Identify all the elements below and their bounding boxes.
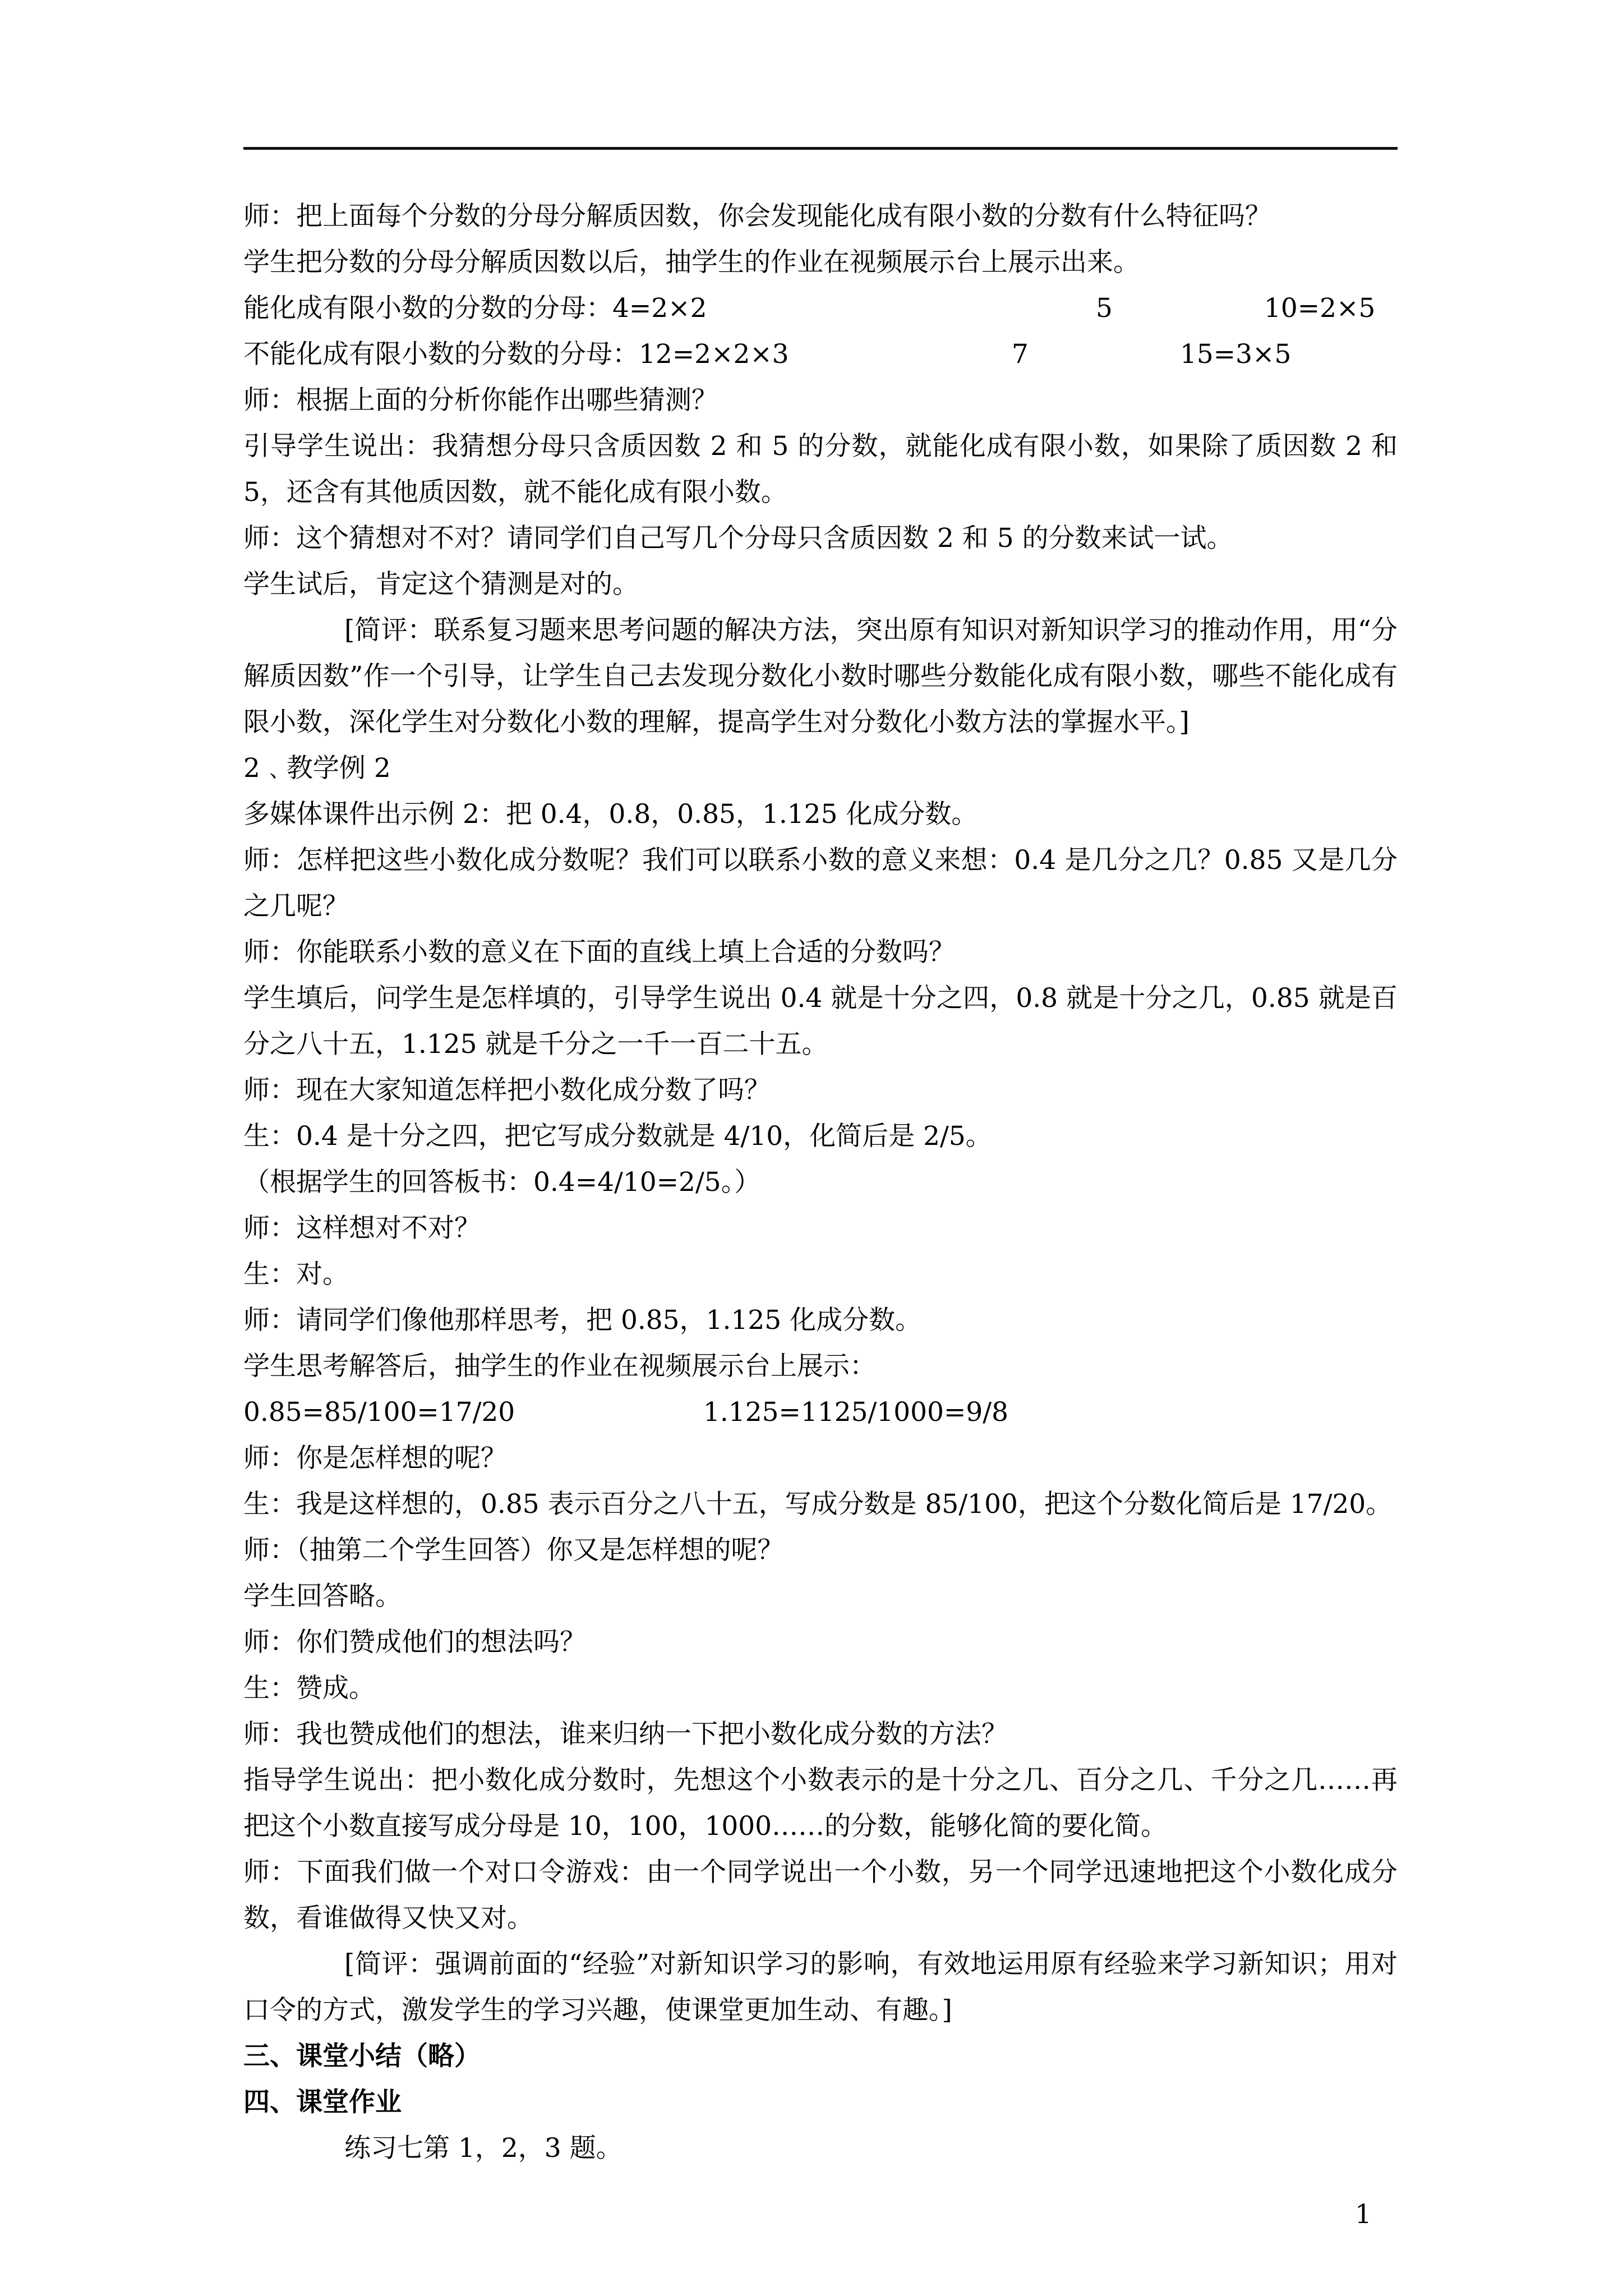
text-line: 师：这样想对不对？ <box>243 1213 481 1244</box>
text-line: 学生思考解答后，抽学生的作业在视频展示台上展示： <box>243 1351 876 1382</box>
text-line: 师：（抽第二个学生回答）你又是怎样想的呢？ <box>243 1535 784 1566</box>
text-line: 师：根据上面的分析你能作出哪些猜测？ <box>243 385 718 416</box>
paragraph-question: 师：怎样把这些小数化成分数呢？我们可以联系小数的意义来想：0.4 是几分之几？0.85 又是几分之几呢？ <box>243 845 1398 922</box>
comment-paragraph: [简评：联系复习题来思考问题的解决方法，突出原有知识对新知识学习的推动作用，用“分解质因数”作一个引导，让学生自己去发现分数化小数时哪些分数能化成有限小数，哪些不能化成有限小数，深化学生对分数化小数的理解，提高学生对分数化小数方法的掌握水平。] <box>243 615 1398 738</box>
text-line: 多媒体课件出示例 2：把 0.4，0.8，0.85，1.125 化成分数。 <box>243 799 978 830</box>
text-line: 师：这个猜想对不对？请同学们自己写几个分母只含质因数 2 和 5 的分数来试一试。 <box>243 523 1233 554</box>
answer-right: 1.125=1125/1000=9/8 <box>703 1397 1009 1428</box>
paragraph-fill: 学生填后，问学生是怎样填的，引导学生说出 0.4 就是十分之四，0.8 就是十分之几，0.85 就是百分之八十五，1.125 就是千分之一千一百二十五。 <box>243 983 1398 1060</box>
row-label: 不能化成有限小数的分数的分母：12=2×2×3 <box>243 339 789 370</box>
text-line: 师：你能联系小数的意义在下面的直线上填上合适的分数吗？ <box>243 937 955 968</box>
document-body <box>243 194 1398 2171</box>
text-line: 师：你们赞成他们的想法吗？ <box>243 1627 586 1658</box>
text-line: 学生把分数的分母分解质因数以后，抽学生的作业在视频展示台上展示出来。 <box>243 247 1140 278</box>
row-right: 15=3×5 <box>1180 339 1292 370</box>
text-line: 生：对。 <box>243 1259 349 1290</box>
row-mid: 7 <box>1012 339 1029 370</box>
page-number: 1 <box>1355 2199 1372 2230</box>
text-line: 师：你是怎样想的呢？ <box>243 1443 507 1474</box>
text-line: 师：我也赞成他们的想法，谁来归纳一下把小数化成分数的方法？ <box>243 1719 1008 1750</box>
row-mid: 5 <box>1096 293 1113 324</box>
text-line: 生：赞成。 <box>243 1673 375 1704</box>
text-line: （根据学生的回答板书：0.4=4/10=2/5。） <box>243 1167 761 1198</box>
paragraph-method: 指导学生说出：把小数化成分数时，先想这个小数表示的是十分之几、百分之几、千分之几……再把这个小数直接写成分母是 10，100，1000……的分数，能够化简的要化简。 <box>243 1765 1398 1842</box>
section-heading: 四、课堂作业 <box>243 2087 402 2118</box>
text-line: 学生试后，肯定这个猜测是对的。 <box>243 569 639 600</box>
infinite-denominators-row <box>243 332 1398 378</box>
text-line: 生：0.4 是十分之四，把它写成分数就是 4/10，化简后是 2/5。 <box>243 1121 992 1152</box>
text-line: 师：请同学们像他那样思考，把 0.85，1.125 化成分数。 <box>243 1305 922 1336</box>
text-line: 师：现在大家知道怎样把小数化成分数了吗？ <box>243 1075 771 1106</box>
comment-paragraph: [简评：强调前面的“经验”对新知识学习的影响，有效地运用原有经验来学习新知识；用对口令的方式，激发学生的学习兴趣，使课堂更加生动、有趣。] <box>243 1949 1398 2026</box>
text-line: 学生回答略。 <box>243 1581 402 1612</box>
paragraph-guess: 引导学生说出：我猜想分母只含质因数 2 和 5 的分数，就能化成有限小数，如果除了质因数 2 和 5，还含有其他质因数，就不能化成有限小数。 <box>243 431 1398 508</box>
homework-line: 练习七第 1，2，3 题。 <box>344 2133 623 2164</box>
row-label: 能化成有限小数的分数的分母：4=2×2 <box>243 293 707 324</box>
answers-row <box>243 1389 1398 1435</box>
header-rule <box>243 147 1398 150</box>
finite-denominators-row <box>243 286 1398 332</box>
section-title: 2﹑教学例 2 <box>243 753 391 784</box>
paragraph-game: 师：下面我们做一个对口令游戏：由一个同学说出一个小数，另一个同学迅速地把这个小数化成分数，看谁做得又快又对。 <box>243 1857 1398 1934</box>
section-heading: 三、课堂小结（略） <box>243 2041 481 2072</box>
text-line: 生：我是这样想的，0.85 表示百分之八十五，写成分数是 85/100，把这个分数化简后是 17/20。 <box>243 1489 1393 1520</box>
answer-left: 0.85=85/100=17/20 <box>243 1397 515 1428</box>
row-right: 10=2×5 <box>1264 293 1376 324</box>
text-line: 师：把上面每个分数的分母分解质因数，你会发现能化成有限小数的分数有什么特征吗？ <box>243 201 1271 232</box>
